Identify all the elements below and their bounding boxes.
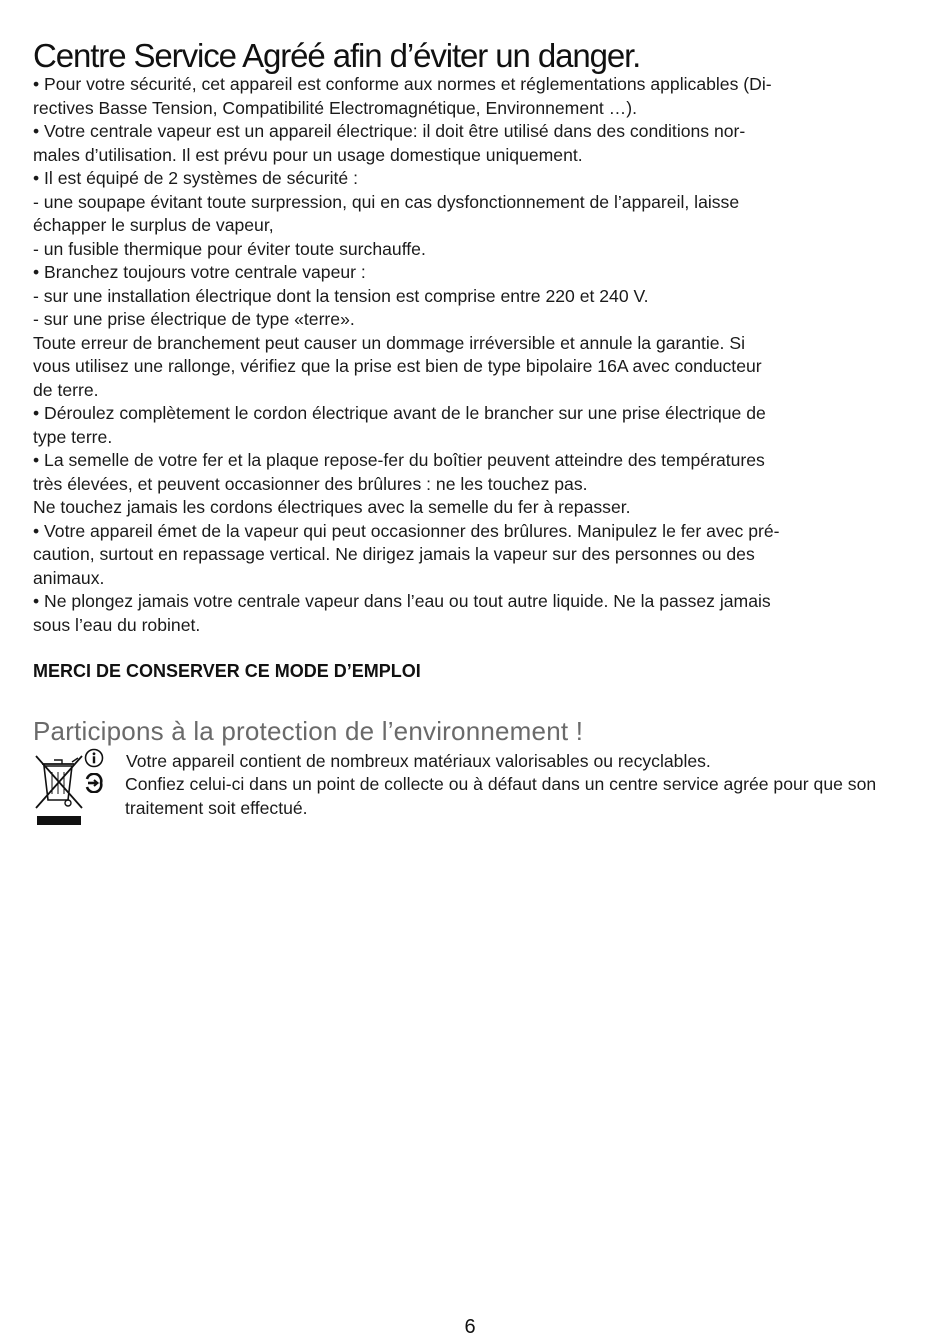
safety-line: - sur une installation électrique dont la tension est comprise entre 220 et 240 V. bbox=[33, 285, 649, 306]
page-number: 6 bbox=[464, 1316, 476, 1338]
safety-line: caution, surtout en repassage vertical. Ne dirigez jamais la vapeur sur des personnes ou des bbox=[33, 544, 755, 564]
crossed-out-wheelie-bin-icon bbox=[30, 750, 86, 828]
safety-line: vous utilisez une rallonge, vérifiez que la prise est bien de type bipolaire 16A avec conducteur bbox=[33, 356, 762, 376]
section-heading: Centre Service Agréé afin d’éviter un danger. bbox=[33, 37, 641, 74]
safety-line: - un fusible thermique pour éviter toute surchauffe. bbox=[33, 238, 426, 259]
safety-line: • Il est équipé de 2 systèmes de sécurité : bbox=[33, 168, 358, 188]
safety-line: • Votre centrale vapeur est un appareil électrique: il doit être utilisé dans des conditions nor- bbox=[33, 121, 746, 141]
safety-line: • La semelle de votre fer et la plaque repose-fer du boîtier peuvent atteindre des températures bbox=[33, 450, 765, 470]
safety-line: • Branchez toujours votre centrale vapeur : bbox=[33, 262, 366, 282]
safety-line: Ne touchez jamais les cordons électriques avec la semelle du fer à repasser. bbox=[33, 497, 631, 517]
environment-title: Participons à la protection de l’environnement ! bbox=[33, 716, 584, 746]
keep-manual-notice: MERCI DE CONSERVER CE MODE D’EMPLOI bbox=[33, 661, 421, 681]
safety-line: sous l’eau du robinet. bbox=[33, 614, 201, 635]
safety-line: Toute erreur de branchement peut causer un dommage irréversible et annule la garantie. Si bbox=[33, 332, 745, 353]
safety-line: • Pour votre sécurité, cet appareil est conforme aux normes et réglementations applicables (Di- bbox=[33, 74, 772, 94]
safety-line: échapper le surplus de vapeur, bbox=[33, 215, 274, 235]
safety-line: • Votre appareil émet de la vapeur qui peut occasionner des brûlures. Manipulez le fer avec pré- bbox=[33, 520, 780, 541]
environment-collection-text: Confiez celui-ci dans un point de collecte ou à défaut dans un centre service agrée pour que son traitement soit effectué. bbox=[125, 774, 877, 818]
safety-line: rectives Basse Tension, Compatibilité Electromagnétique, Environnement …). bbox=[33, 97, 638, 118]
info-icon bbox=[84, 748, 104, 768]
arrow-right-icon bbox=[84, 773, 104, 793]
safety-line: de terre. bbox=[33, 379, 99, 400]
safety-line: males d’utilisation. Il est prévu pour un usage domestique uniquement. bbox=[33, 144, 583, 165]
safety-line: très élevées, et peuvent occasionner des brûlures : ne les touchez pas. bbox=[33, 473, 588, 494]
environment-recyclable-text: Votre appareil contient de nombreux matériaux valorisables ou recyclables. bbox=[126, 751, 711, 771]
safety-line: animaux. bbox=[33, 567, 105, 588]
safety-line: type terre. bbox=[33, 426, 113, 447]
safety-line: - sur une prise électrique de type «terre». bbox=[33, 309, 355, 329]
safety-line: • Déroulez complètement le cordon électrique avant de le brancher sur une prise électrique de bbox=[33, 403, 766, 423]
safety-line: - une soupape évitant toute surpression, qui en cas dysfonctionnement de l’appareil, laisse bbox=[33, 191, 740, 212]
safety-instructions bbox=[33, 73, 921, 637]
safety-line: • Ne plongez jamais votre centrale vapeur dans l’eau ou tout autre liquide. Ne la passez jamais bbox=[33, 591, 771, 611]
